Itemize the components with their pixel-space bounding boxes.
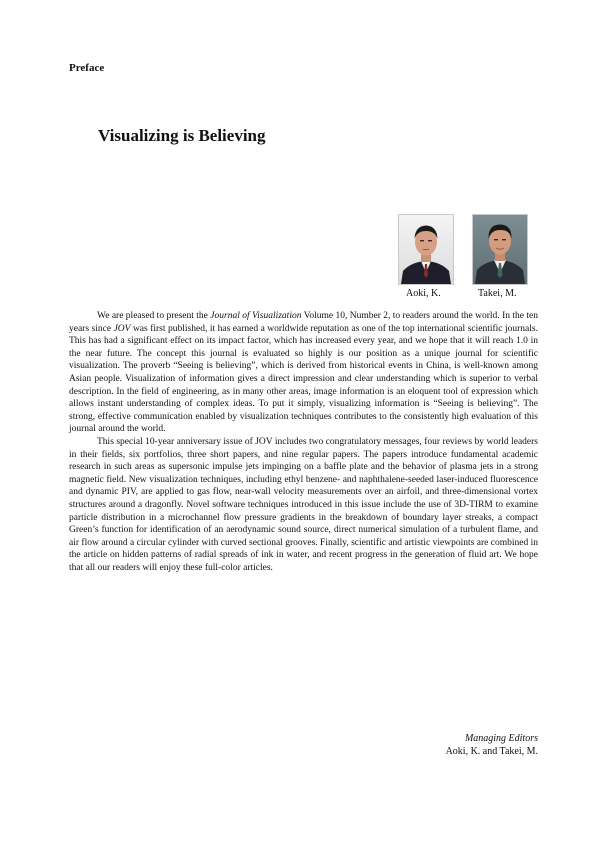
author-caption-takei: Takei, M. xyxy=(478,288,517,299)
author-photo-aoki xyxy=(398,214,454,285)
section-label: Preface xyxy=(69,62,105,74)
author-photos xyxy=(392,214,537,302)
signature-block xyxy=(446,733,538,758)
paragraph-2: This special 10-year anniversary issue of JOV includes two congratulatory messages, four reviews by world leaders in their fields, six portfolios, three short papers, and nine regular papers. The papers introduce fundamental academic research in such areas as supersonic impulse jets impinging on a baffle plate and the behavior of plasma jets in a strong magnetic field. New visualization techniques, including ethyl benzene- and naphthalene-seeded laser-induced fluorescence and dynamic PIV, are applied to gas flow, near-wall velocity measurements over an airfoil, and three-dimensional vortex structures around a dragonfly. Novel software techniques introduced in this issue include the use of 3D-TIRM to examine particle distribution in a microchannel flow pressure gradients in the breakdown of boundary layer streaks, a compact Green’s function for identification of an aerodynamic sound source, direct numerical simulation of a turbulent flame, and air flow around a circular cylinder with curved sectional grooves. Finally, scientific and artistic viewpoints are combined in the article on hidden patterns of radial spreads of ink in water, and recent progress in the generation of fluid art. We hope that all our readers will enjoy these full-color articles. xyxy=(69,436,538,573)
p1-after-journal: Volume 10, Number 2, to readers around the world. In the ten years since xyxy=(69,311,538,334)
signature-role: Managing Editors xyxy=(464,733,538,744)
p1-intro: We are pleased to present the xyxy=(97,311,211,321)
paragraph-1 xyxy=(69,310,538,436)
author-photo-takei xyxy=(472,214,528,285)
author-caption-aoki: Aoki, K. xyxy=(406,288,441,299)
article-body xyxy=(69,310,538,574)
journal-name: Journal of Visualization xyxy=(210,311,302,321)
article-title: Visualizing is Believing xyxy=(98,126,266,145)
signature-names: Aoki, K. and Takei, M. xyxy=(445,745,538,757)
journal-abbrev: JOV xyxy=(113,323,131,334)
p1-rest: was first published, it has earned a worldwide reputation as one of the top international scientific journals. This has had a significant effect on its impact factor, which has increased every year, and we hope that it will reach 1.0 in the near future. The concept this journal is evaluated so highly is our position as a unique journal for scientific visualization. The proverb “Seeing is believing”, which is derived from historical events in China, is well-known among Asian people. Visualization of information gives a direct impression and clear understanding which is superior to verbal description. In the field of engineering, as in many other areas, image information is an eloquent tool of expression which allows instant understanding of complex ideas. To put it simply, visualizing information is “Seeing is believing”. The strong, effective communication enabled by visualization techniques contributes to the consistently high evaluation of this journal around the world. xyxy=(69,323,538,435)
